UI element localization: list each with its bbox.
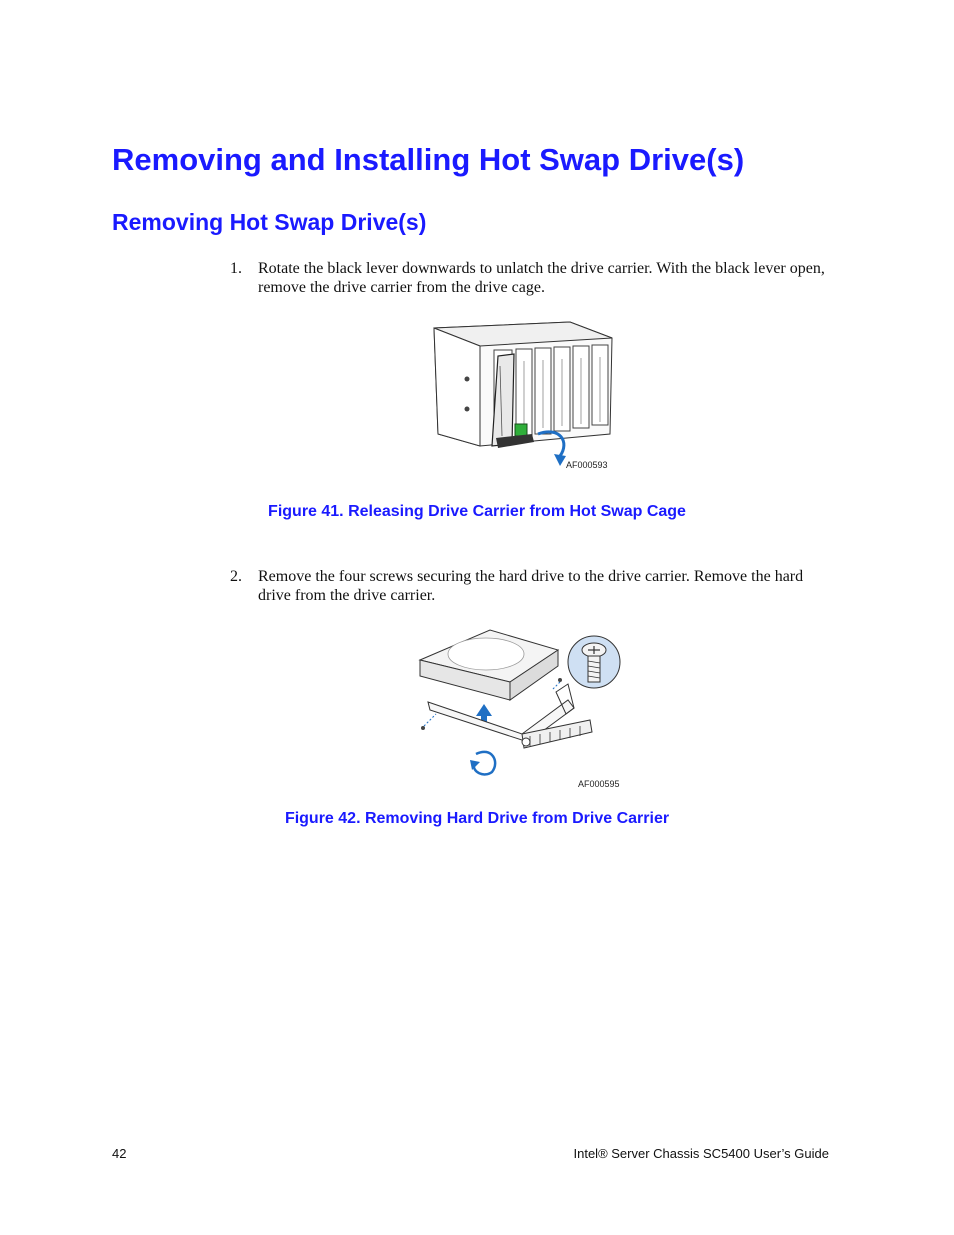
figure-42-illustration	[410, 622, 630, 797]
step-1-number: 1.	[230, 260, 242, 277]
footer-guide-title: Intel® Server Chassis SC5400 User’s Guide	[573, 1146, 829, 1161]
figure-41-id-label: AF000593	[566, 460, 608, 470]
drive-cage-drawing	[420, 316, 620, 476]
section-heading: Removing Hot Swap Drive(s)	[112, 209, 427, 235]
hard-drive-carrier-drawing	[410, 622, 630, 792]
figure-41-caption: Figure 41. Releasing Drive Carrier from Hot Swap Cage	[268, 503, 686, 520]
step-1-text: Rotate the black lever downwards to unlatch the drive carrier. With the black lever open, remove the drive carrier from the drive cage.	[258, 260, 825, 296]
page-number: 42	[112, 1146, 127, 1161]
figure-42-id-label: AF000595	[578, 779, 620, 789]
page-heading: Removing and Installing Hot Swap Drive(s)	[112, 142, 745, 177]
step-2-text: Remove the four screws securing the hard drive to the drive carrier. Remove the hard drive from the drive carrier.	[258, 568, 804, 604]
figure-41-illustration	[420, 316, 620, 481]
figure-42-caption: Figure 42. Removing Hard Drive from Drive Carrier	[284, 810, 670, 827]
step-2-number: 2.	[230, 568, 242, 585]
